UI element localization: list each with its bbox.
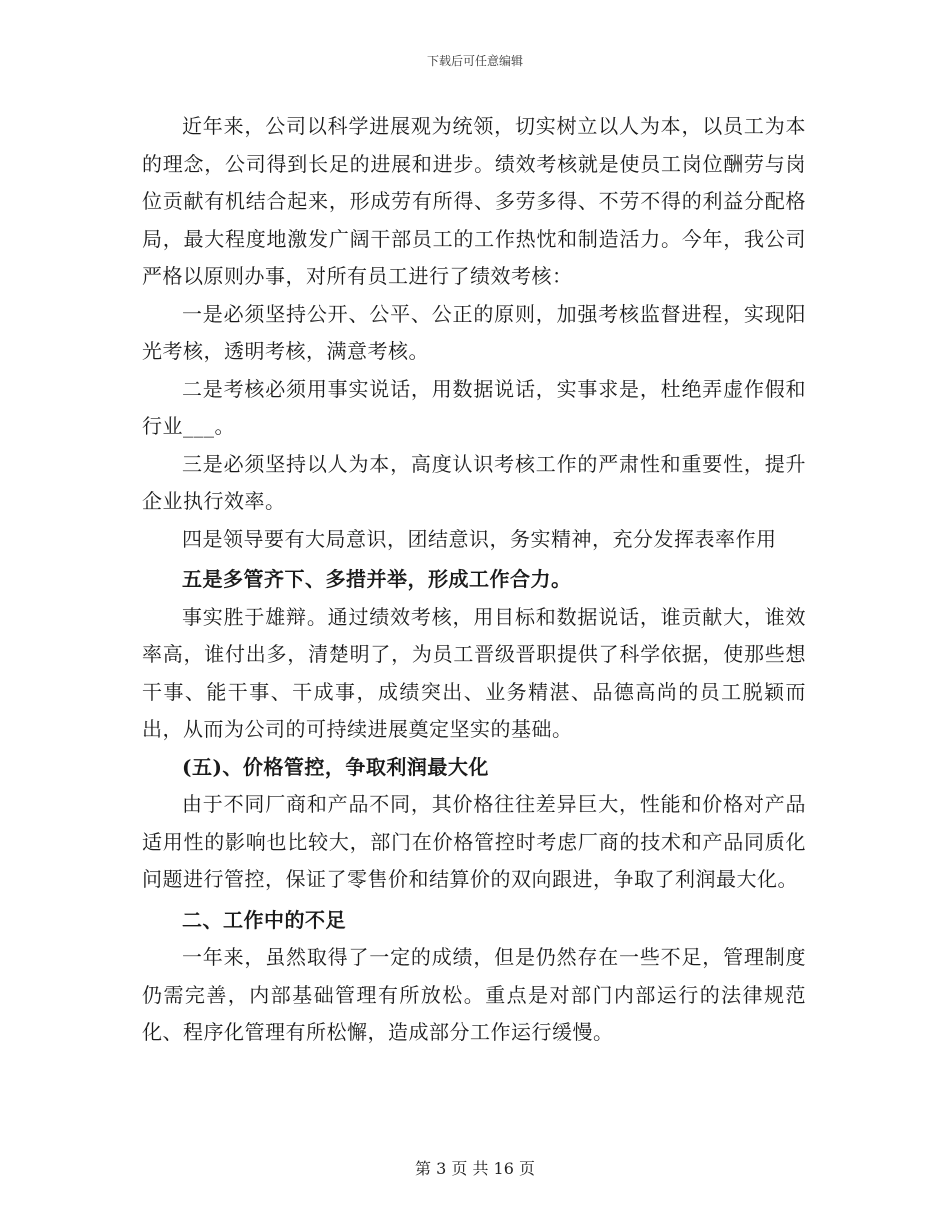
- paragraph-point-2: 二是考核必须用事实说话，用数据说话，实事求是，杜绝弄虚作假和行业___。: [142, 376, 806, 438]
- section-heading-5: 五是多管齐下、多措并举，形成工作合力。: [182, 567, 572, 591]
- section-heading-shortcomings: 二、工作中的不足: [182, 907, 346, 932]
- page-number: 第 3 页 共 16 页: [415, 1159, 535, 1178]
- paragraph-intro: 近年来，公司以科学进展观为统领，切实树立以人为本，以员工为本的理念，公司得到长足的进展和进步。绩效考核就是使员工岗位酬劳与岗位贡献有机结合起来，形成劳有所得、多劳多得、不劳不得的利益分配格局，最大程度地激发广阔干部员工的工作热忱和制造活力。今年，我公司严格以原则办事，对所有员工进行了绩效考核：: [142, 114, 806, 288]
- paragraph-shortcomings: 一年来，虽然取得了一定的成绩，但是仍然存在一些不足，管理制度仍需完善，内部基础管理有所放松。重点是对部门内部运行的法律规范化、程序化管理有所松懈，造成部分工作运行缓慢。: [142, 945, 806, 1044]
- section-heading-price-control: (五)、价格管控，争取利润最大化: [182, 754, 489, 779]
- paragraph-point-4: 四是领导要有大局意识，团结意识，务实精神，充分发挥表率作用: [182, 526, 777, 551]
- paragraph-point-1: 一是必须坚持公开、公平、公正的原则，加强考核监督进程，实现阳光考核，透明考核，满意考核。: [142, 301, 806, 363]
- header-note: 下载后可任意编辑: [426, 54, 523, 68]
- paragraph-facts: 事实胜于雄辩。通过绩效考核，用目标和数据说话，谁贡献大，谁效率高，谁付出多，清楚明了，为员工晋级晋职提供了科学依据，使那些想干事、能干事、干成事，成绩突出、业务精湛、品德高尚的员工脱颖而出，从而为公司的可持续进展奠定坚实的基础。: [142, 604, 806, 741]
- paragraph-point-3: 三是必须坚持以人为本，高度认识考核工作的严肃性和重要性，提升企业执行效率。: [142, 451, 806, 513]
- document-body: [142, 108, 806, 1052]
- paragraph-price-control: 由于不同厂商和产品不同，其价格往往差异巨大，性能和价格对产品适用性的影响也比较大，部门在价格管控时考虑厂商的技术和产品同质化问题进行管控，保证了零售价和结算价的双向跟进，争取了利润最大化。: [142, 792, 806, 891]
